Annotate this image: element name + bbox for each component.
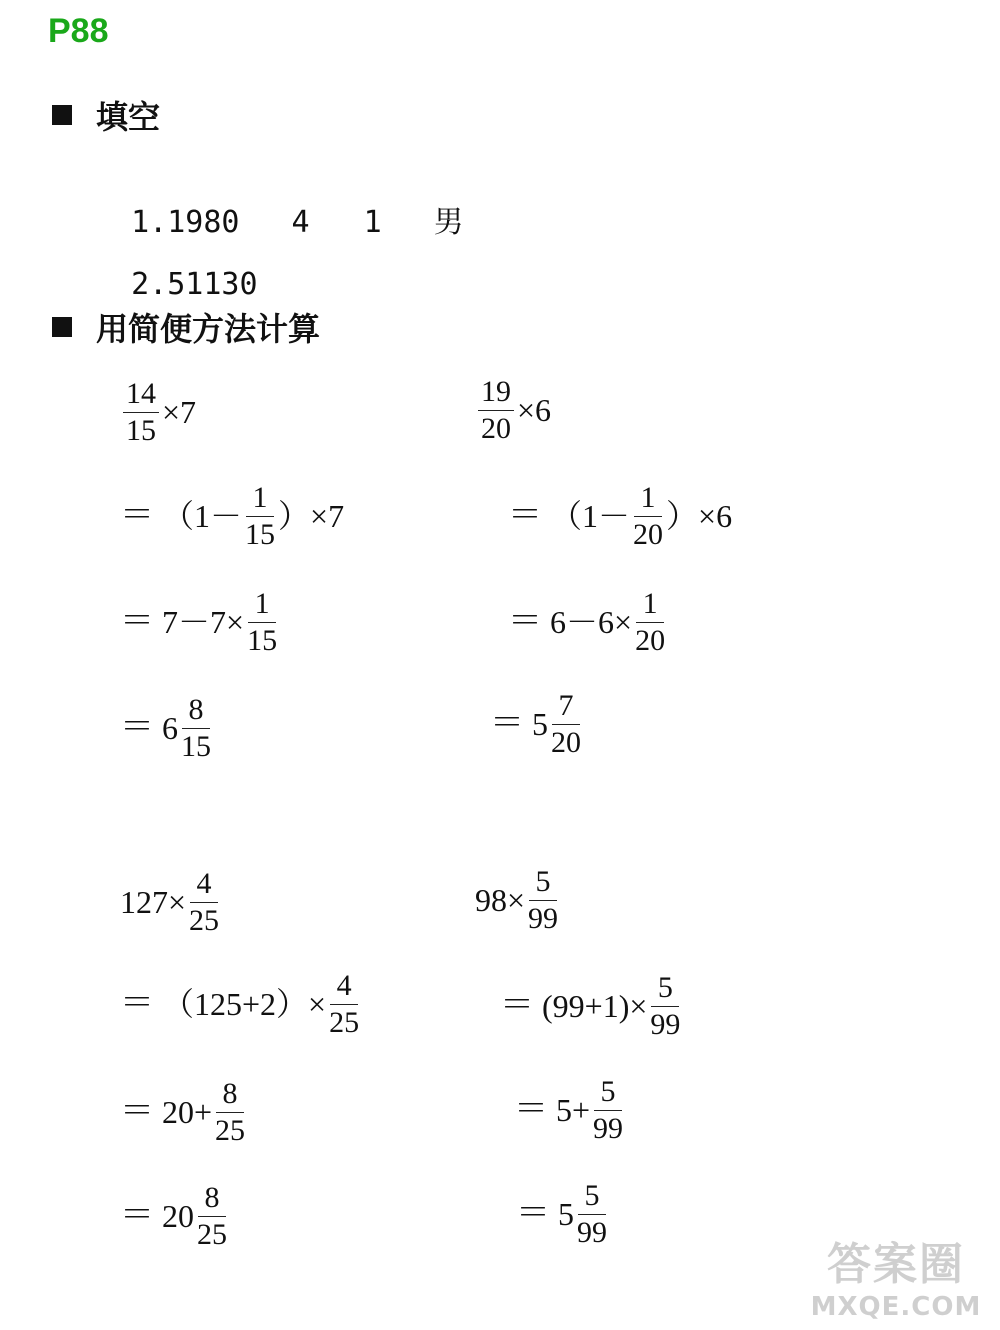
fill-line1-number: 1. [131,205,168,240]
section-calc-title: 用简便方法计算 [96,310,321,348]
problem4-step2: ＝ 5+ $\frac{5}{99}$ [514,1075,624,1145]
section-fill-title: 填空 [96,98,161,136]
problem1-step1: ＝ （1－ $\frac{1}{15}$ ）×7 [120,481,345,551]
problem3-question: 127× $\frac{4}{25}$ [120,867,220,937]
problem4-step1: ＝ (99+1)× $\frac{5}{99}$ [500,971,681,1041]
fraction: $\frac{5}{99}$ [650,971,681,1041]
watermark-en: MXQE.COM [810,1292,982,1322]
fraction: $\frac{8}{15}$ [181,693,211,763]
fraction: $\frac{1}{20}$ [633,481,664,551]
watermark-cn: 答案圈 [827,1239,965,1290]
fill-answer-line-1 [95,162,464,241]
problem1-step3: ＝ 6 $\frac{8}{15}$ [120,693,211,763]
problem2-step2: ＝ 6－6× $\frac{1}{20}$ [508,587,666,657]
fraction: $\frac{8}{25}$ [197,1181,227,1251]
problem2-step1: ＝ （1－ $\frac{1}{20}$ ）×6 [508,481,733,551]
problem4-step3: ＝ 5 $\frac{5}{99}$ [516,1179,607,1249]
fraction: $\frac{1}{15}$ [247,587,278,657]
fill-line1-answer-b: 4 [291,205,310,240]
fraction: $\frac{5}{99}$ [528,865,559,935]
section-calc-heading [52,304,320,350]
fraction: $\frac{8}{25}$ [215,1077,246,1147]
fill-answer-line-2 [95,232,258,302]
fraction: $\frac{1}{15}$ [245,481,276,551]
fill-line1-answer-d: 男 [433,205,464,240]
section-fill-heading [52,92,160,138]
problem1-step2: ＝ 7－7× $\frac{1}{15}$ [120,587,278,657]
fill-line1-answer-c: 1 [363,205,382,240]
problem2-question: $\frac{19}{20}$ ×6 [475,376,551,444]
fraction: $\frac{19}{20}$ [478,376,514,444]
fraction: $\frac{1}{20}$ [635,587,666,657]
fraction: $\frac{5}{99}$ [593,1075,624,1145]
page-label: P88 [48,12,109,50]
problem4-question: 98× $\frac{5}{99}$ [475,865,559,935]
fraction: $\frac{5}{99}$ [577,1179,607,1249]
square-bullet-icon [52,317,72,337]
fraction: $\frac{14}{15}$ [123,378,159,446]
fill-line2-answer-a: 51130 [167,267,258,302]
fraction: $\frac{7}{20}$ [551,689,581,759]
problem1-question: $\frac{14}{15}$ ×7 [120,378,196,446]
problem2-step3: ＝ 5 $\frac{7}{20}$ [490,689,581,759]
problem3-step3: ＝ 20 $\frac{8}{25}$ [120,1181,227,1251]
fraction: $\frac{4}{25}$ [189,867,220,937]
site-watermark [806,1228,986,1322]
problem3-step2: ＝ 20+ $\frac{8}{25}$ [120,1077,246,1147]
problem3-step1: ＝ （125+2）× $\frac{4}{25}$ [120,969,360,1039]
square-bullet-icon [52,105,72,125]
fill-line1-answer-a: 1980 [167,205,240,240]
fill-line2-number: 2. [131,267,168,302]
fraction: $\frac{4}{25}$ [329,969,360,1039]
